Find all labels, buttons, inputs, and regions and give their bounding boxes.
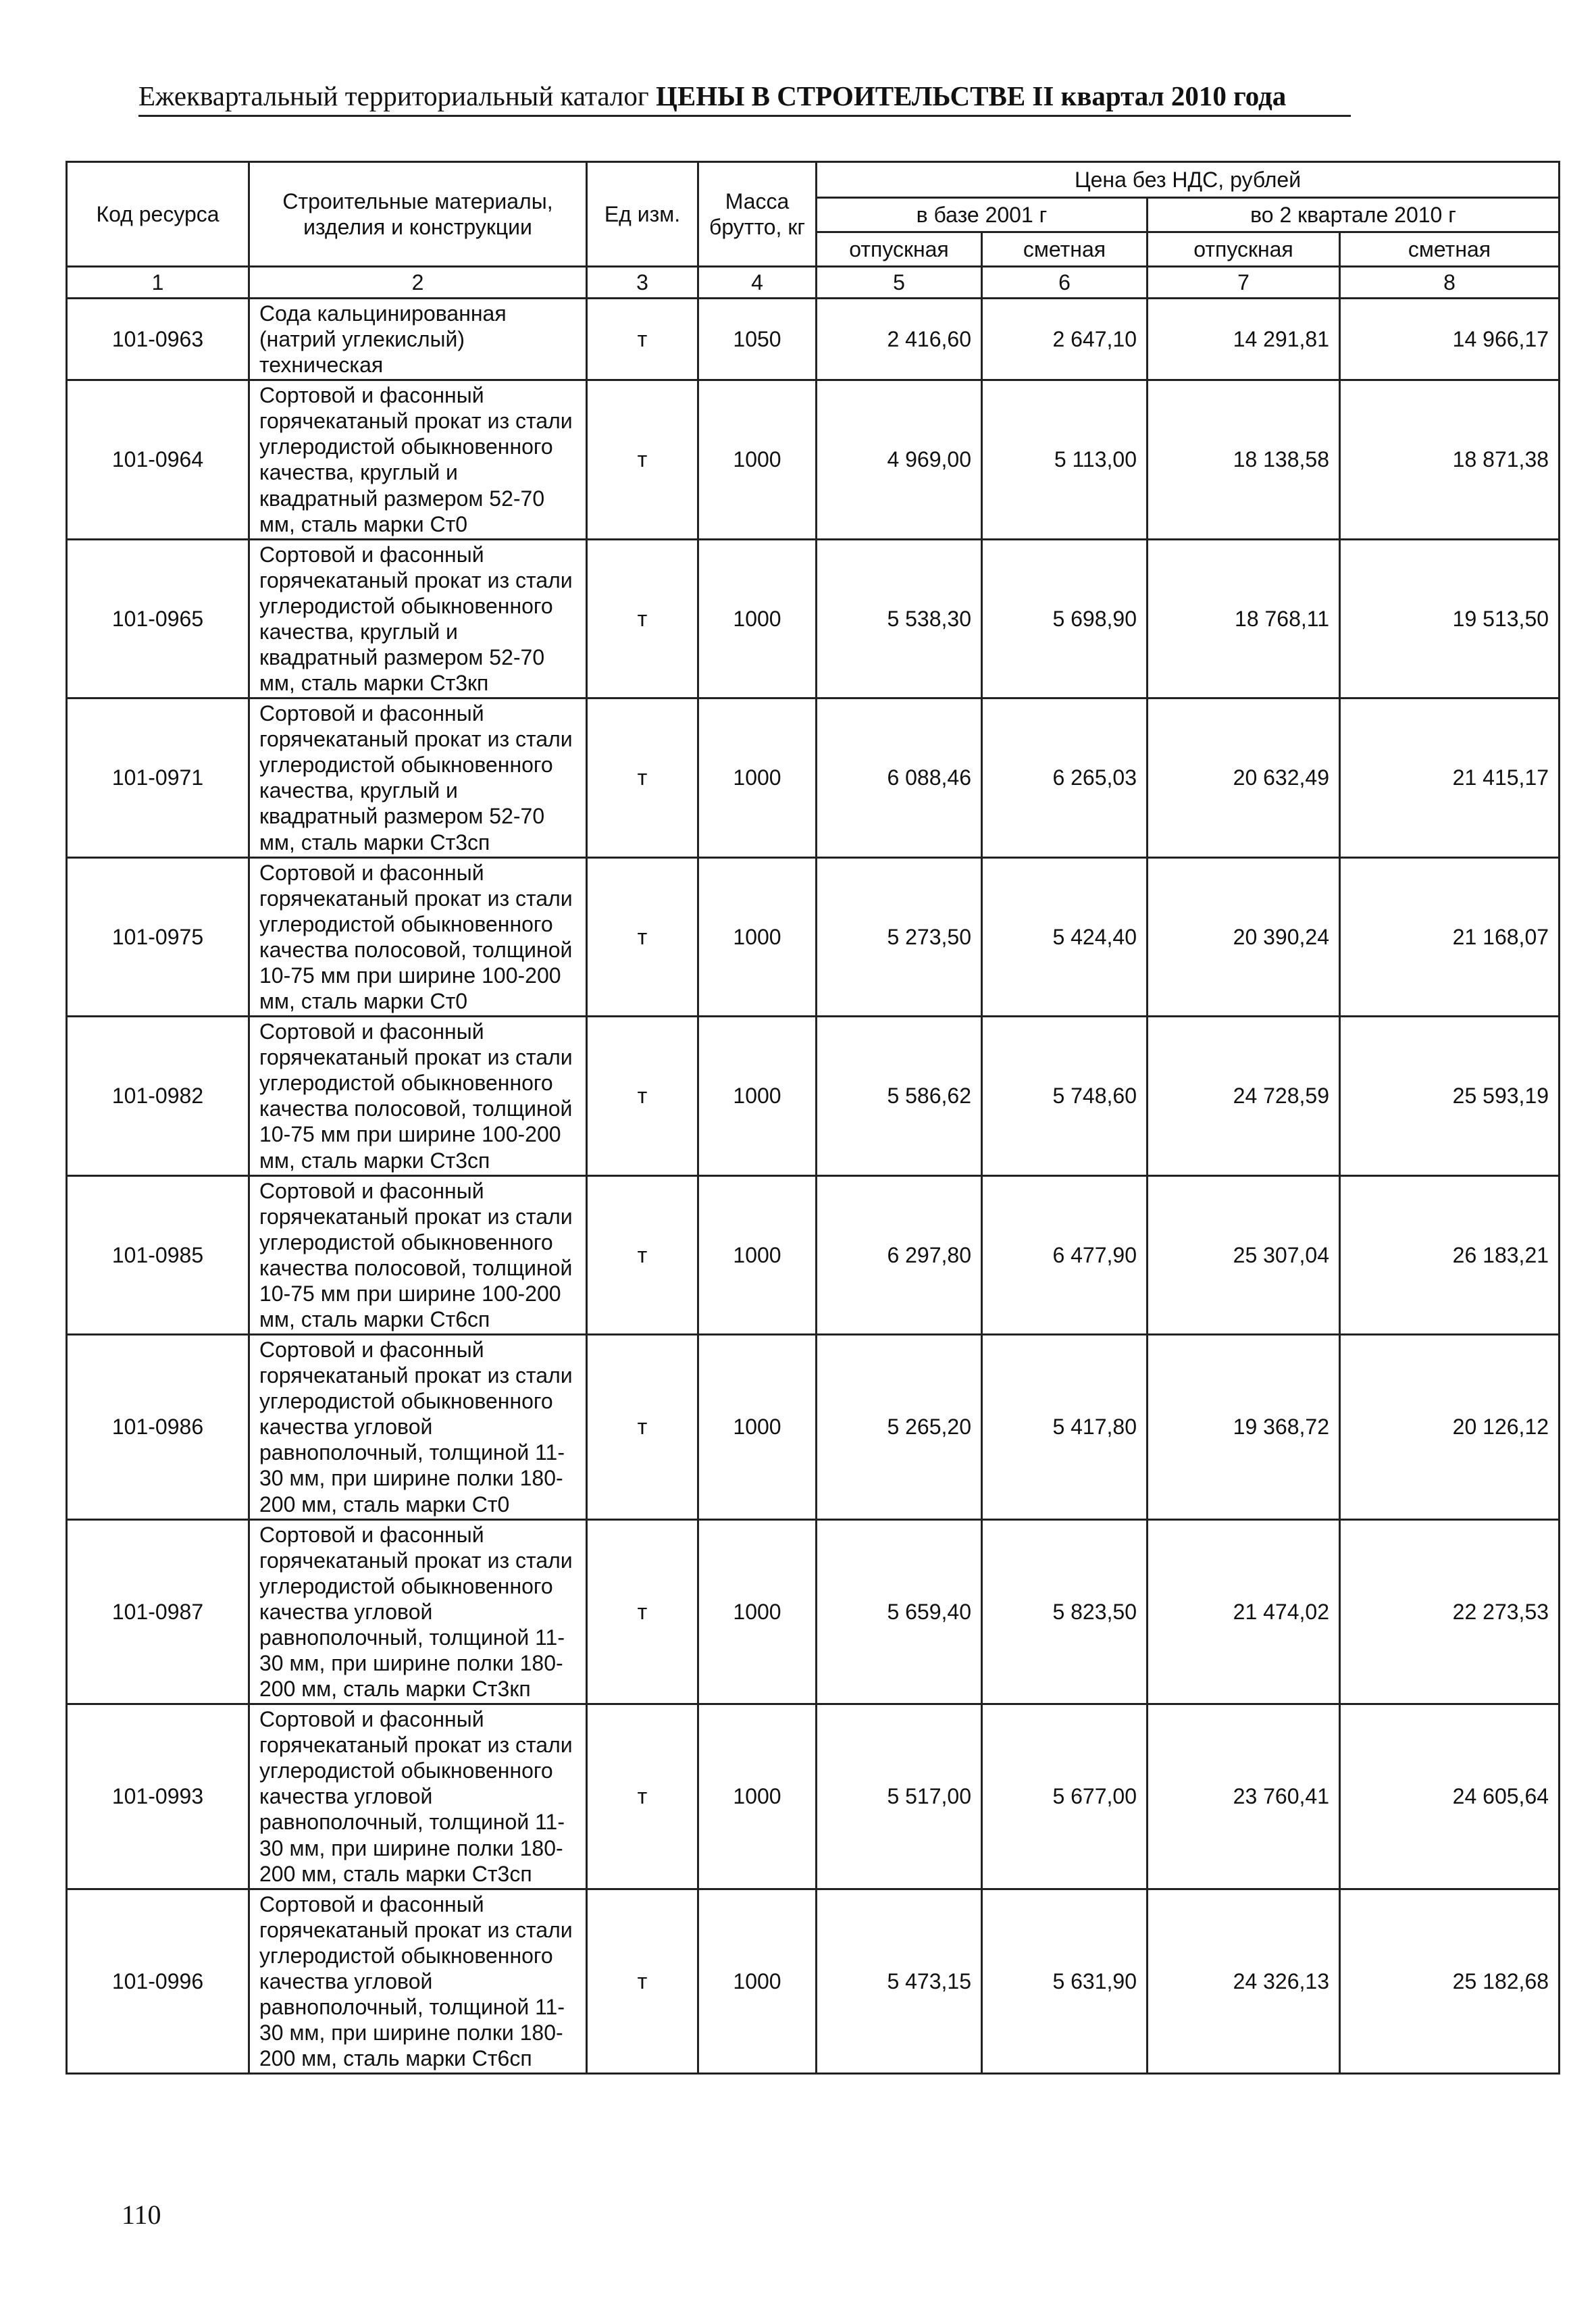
resource-code-cell: 101-0987 <box>67 1519 249 1704</box>
current-release-price-cell: 24 326,13 <box>1148 1889 1340 2074</box>
mass-cell: 1000 <box>698 539 817 698</box>
column-number: 3 <box>587 267 698 299</box>
column-number: 8 <box>1340 267 1560 299</box>
mass-header: Масса брутто, кг <box>698 162 817 267</box>
resource-code-cell: 101-0964 <box>67 380 249 539</box>
unit-cell: т <box>587 1175 698 1334</box>
current-release-price-cell: 23 760,41 <box>1148 1704 1340 1889</box>
current-estimate-price-cell: 25 182,68 <box>1340 1889 1560 2074</box>
current-estimate-price-cell: 21 168,07 <box>1340 857 1560 1016</box>
unit-cell: т <box>587 380 698 539</box>
unit-cell: т <box>587 1889 698 2074</box>
material-description-cell: Сортовой и фасонный горячекатаный прокат из стали углеродистой обыкновенного качества, круглый и квадратный размером 52-70 мм, сталь марки Ст0 <box>249 380 587 539</box>
mass-cell: 1050 <box>698 299 817 380</box>
table-row <box>67 1889 1560 2074</box>
current-release-price-cell: 18 768,11 <box>1148 539 1340 698</box>
unit-cell: т <box>587 1519 698 1704</box>
unit-cell: т <box>587 1335 698 1520</box>
unit-cell: т <box>587 299 698 380</box>
table-row <box>67 1704 1560 1889</box>
resource-code-cell: 101-0986 <box>67 1335 249 1520</box>
mass-cell: 1000 <box>698 698 817 857</box>
column-number: 1 <box>67 267 249 299</box>
resource-code-cell: 101-0965 <box>67 539 249 698</box>
resource-code-cell: 101-0996 <box>67 1889 249 2074</box>
current-estimate-price-cell: 14 966,17 <box>1340 299 1560 380</box>
material-description-cell: Сортовой и фасонный горячекатаный прокат из стали углеродистой обыкновенного качества угловой равнополочный, толщиной 11-30 мм, при ширине полки 180-200 мм, сталь марки Ст3кп <box>249 1519 587 1704</box>
column-number: 6 <box>982 267 1148 299</box>
current-estimate-price-cell: 18 871,38 <box>1340 380 1560 539</box>
mass-cell: 1000 <box>698 380 817 539</box>
material-description-cell: Сортовой и фасонный горячекатаный прокат из стали углеродистой обыкновенного качества, круглый и квадратный размером 52-70 мм, сталь марки Ст3сп <box>249 698 587 857</box>
table-row <box>67 1017 1560 1175</box>
table-row <box>67 857 1560 1016</box>
current-estimate-price-cell: 24 605,64 <box>1340 1704 1560 1889</box>
material-description-cell: Сортовой и фасонный горячекатаный прокат из стали углеродистой обыкновенного качества полосовой, толщиной 10-75 мм при ширине 100-200 мм, сталь марки Ст3сп <box>249 1017 587 1175</box>
base-release-price-cell: 5 273,50 <box>817 857 982 1016</box>
header-row <box>67 162 1560 198</box>
column-number: 5 <box>817 267 982 299</box>
base-release-price-cell: 4 969,00 <box>817 380 982 539</box>
current-release-price-cell: 25 307,04 <box>1148 1175 1340 1334</box>
base-2001-header: в базе 2001 г <box>817 198 1148 232</box>
base-release-price-cell: 5 538,30 <box>817 539 982 698</box>
price-group-header: Цена без НДС, рублей <box>817 162 1560 198</box>
base-release-price-cell: 6 297,80 <box>817 1175 982 1334</box>
base-estimate-price-cell: 6 477,90 <box>982 1175 1148 1334</box>
unit-cell: т <box>587 698 698 857</box>
mass-cell: 1000 <box>698 1017 817 1175</box>
price-table <box>66 161 1560 2075</box>
resource-code-cell: 101-0971 <box>67 698 249 857</box>
material-description-cell: Сода кальцинированная (натрий углекислый) техническая <box>249 299 587 380</box>
base-estimate-price-cell: 6 265,03 <box>982 698 1148 857</box>
base-release-price-cell: 2 416,60 <box>817 299 982 380</box>
current-estimate-price-cell: 26 183,21 <box>1340 1175 1560 1334</box>
mass-cell: 1000 <box>698 1335 817 1520</box>
base-release-price-cell: 5 659,40 <box>817 1519 982 1704</box>
table-row <box>67 380 1560 539</box>
q2-2010-header: во 2 квартале 2010 г <box>1148 198 1560 232</box>
table-row <box>67 299 1560 380</box>
base-estimate-price-cell: 5 748,60 <box>982 1017 1148 1175</box>
table-row <box>67 698 1560 857</box>
base-release-price-cell: 5 473,15 <box>817 1889 982 2074</box>
base-release-price-cell: 5 517,00 <box>817 1704 982 1889</box>
catalog-title: ЦЕНЫ В СТРОИТЕЛЬСТВЕ <box>655 80 1026 111</box>
material-description-cell: Сортовой и фасонный горячекатаный прокат из стали углеродистой обыкновенного качества угловой равнополочный, толщиной 11-30 мм, при ширине полки 180-200 мм, сталь марки Ст6сп <box>249 1889 587 2074</box>
catalog-prefix: Ежеквартальный территориальный каталог <box>138 80 649 111</box>
base-release-price-cell: 5 586,62 <box>817 1017 982 1175</box>
base-release-price-cell: 5 265,20 <box>817 1335 982 1520</box>
material-description-cell: Сортовой и фасонный горячекатаный прокат из стали углеродистой обыкновенного качества полосовой, толщиной 10-75 мм при ширине 100-200 мм, сталь марки Ст0 <box>249 857 587 1016</box>
mass-cell: 1000 <box>698 857 817 1016</box>
code-header: Код ресурса <box>67 162 249 267</box>
mass-cell: 1000 <box>698 1889 817 2074</box>
current-release-price-cell: 14 291,81 <box>1148 299 1340 380</box>
current-estimate-price-cell: 22 273,53 <box>1340 1519 1560 1704</box>
material-header: Строительные материалы, изделия и конструкции <box>249 162 587 267</box>
material-description-cell: Сортовой и фасонный горячекатаный прокат из стали углеродистой обыкновенного качества, круглый и квадратный размером 52-70 мм, сталь марки Ст3кп <box>249 539 587 698</box>
table-row <box>67 539 1560 698</box>
current-release-price-cell: 24 728,59 <box>1148 1017 1340 1175</box>
mass-cell: 1000 <box>698 1519 817 1704</box>
unit-cell: т <box>587 1704 698 1889</box>
current-estimate-price-cell: 20 126,12 <box>1340 1335 1560 1520</box>
current-release-price-cell: 20 390,24 <box>1148 857 1340 1016</box>
material-description-cell: Сортовой и фасонный горячекатаный прокат из стали углеродистой обыкновенного качества угловой равнополочный, толщиной 11-30 мм, при ширине полки 180-200 мм, сталь марки Ст3сп <box>249 1704 587 1889</box>
current-estimate-price-cell: 19 513,50 <box>1340 539 1560 698</box>
table-body <box>67 299 1560 2074</box>
resource-code-cell: 101-0985 <box>67 1175 249 1334</box>
resource-code-cell: 101-0975 <box>67 857 249 1016</box>
mass-cell: 1000 <box>698 1704 817 1889</box>
unit-header: Ед изм. <box>587 162 698 267</box>
material-description-cell: Сортовой и фасонный горячекатаный прокат из стали углеродистой обыкновенного качества угловой равнополочный, толщиной 11-30 мм, при ширине полки 180-200 мм, сталь марки Ст0 <box>249 1335 587 1520</box>
base-estimate-price-cell: 5 113,00 <box>982 380 1148 539</box>
base-estimate-header: сметная <box>982 232 1148 267</box>
unit-cell: т <box>587 1017 698 1175</box>
current-release-price-cell: 18 138,58 <box>1148 380 1340 539</box>
base-estimate-price-cell: 5 417,80 <box>982 1335 1148 1520</box>
base-estimate-price-cell: 5 631,90 <box>982 1889 1148 2074</box>
unit-cell: т <box>587 539 698 698</box>
page-header <box>138 80 1351 117</box>
table-row <box>67 1335 1560 1520</box>
base-release-header: отпускная <box>817 232 982 267</box>
current-release-price-cell: 20 632,49 <box>1148 698 1340 857</box>
column-number: 4 <box>698 267 817 299</box>
resource-code-cell: 101-0963 <box>67 299 249 380</box>
column-number: 7 <box>1148 267 1340 299</box>
mass-cell: 1000 <box>698 1175 817 1334</box>
catalog-period: II квартал 2010 года <box>1032 80 1287 111</box>
base-estimate-price-cell: 5 698,90 <box>982 539 1148 698</box>
base-estimate-price-cell: 5 823,50 <box>982 1519 1148 1704</box>
base-estimate-price-cell: 5 424,40 <box>982 857 1148 1016</box>
current-release-header: отпускная <box>1148 232 1340 267</box>
current-estimate-price-cell: 25 593,19 <box>1340 1017 1560 1175</box>
column-number: 2 <box>249 267 587 299</box>
table-row <box>67 1519 1560 1704</box>
resource-code-cell: 101-0982 <box>67 1017 249 1175</box>
current-release-price-cell: 21 474,02 <box>1148 1519 1340 1704</box>
page-number: 110 <box>122 2199 161 2230</box>
column-number-row <box>67 267 1560 299</box>
unit-cell: т <box>587 857 698 1016</box>
base-estimate-price-cell: 2 647,10 <box>982 299 1148 380</box>
base-release-price-cell: 6 088,46 <box>817 698 982 857</box>
current-estimate-header: сметная <box>1340 232 1560 267</box>
material-description-cell: Сортовой и фасонный горячекатаный прокат из стали углеродистой обыкновенного качества полосовой, толщиной 10-75 мм при ширине 100-200 мм, сталь марки Ст6сп <box>249 1175 587 1334</box>
base-estimate-price-cell: 5 677,00 <box>982 1704 1148 1889</box>
resource-code-cell: 101-0993 <box>67 1704 249 1889</box>
current-estimate-price-cell: 21 415,17 <box>1340 698 1560 857</box>
current-release-price-cell: 19 368,72 <box>1148 1335 1340 1520</box>
table-row <box>67 1175 1560 1334</box>
